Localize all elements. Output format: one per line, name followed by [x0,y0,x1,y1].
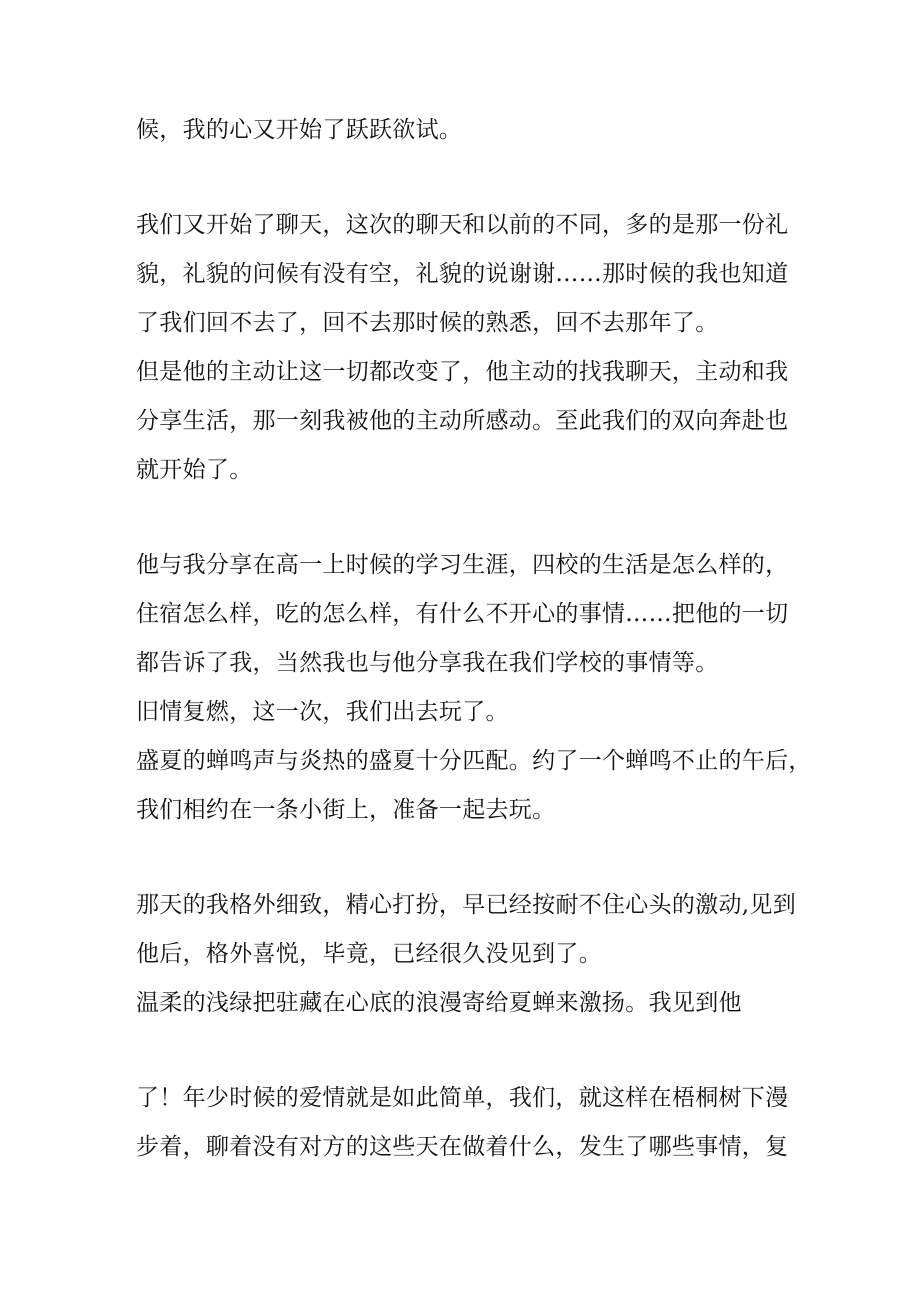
text-line: 貌，礼貌的问候有没有空，礼貌的说谢谢……那时候的我也知道 [136,261,789,287]
text-line: 旧情复燃，这一次，我们出去玩了。 [136,699,509,725]
text-line: 但是他的主动让这一切都改变了，他主动的找我聊天，主动和我 [136,359,789,385]
text-line: 我们相约在一条小街上，准备一起去玩。 [136,797,556,823]
text-line: 就开始了。 [136,457,253,483]
text-line: 温柔的浅绿把驻藏在心底的浪漫寄给夏蝉来激扬。我见到他 [136,990,742,1016]
text-line: 了！年少时候的爱情就是如此简单，我们，就这样在梧桐树下漫 [136,1085,789,1111]
text-line: 分享生活，那一刻我被他的主动所感动。至此我们的双向奔赴也 [136,408,789,434]
text-line: 了我们回不去了，回不去那时候的熟悉，回不去那年了。 [136,310,719,336]
text-line: 住宿怎么样，吃的怎么样，有什么不开心的事情……把他的一切 [136,601,789,627]
text-line: 步着，聊着没有对方的这些天在做着什么，发生了哪些事情，复 [136,1134,789,1160]
text-line: 那天的我格外细致，精心打扮，早已经按耐不住心头的激动,见到 [136,892,797,918]
text-line: 我们又开始了聊天，这次的聊天和以前的不同，多的是那一份礼 [136,212,789,238]
text-line: 都告诉了我，当然我也与他分享我在我们学校的事情等。 [136,650,719,676]
text-line: 他与我分享在高一上时候的学习生涯，四校的生活是怎么样的， [136,552,789,578]
text-line: 他后，格外喜悦，毕竟，已经很久没见到了。 [136,941,602,967]
text-line: 候，我的心又开始了跃跃欲试。 [136,117,463,143]
text-line: 盛夏的蝉鸣声与炎热的盛夏十分匹配。约了一个蝉鸣不止的午后， [136,748,812,774]
